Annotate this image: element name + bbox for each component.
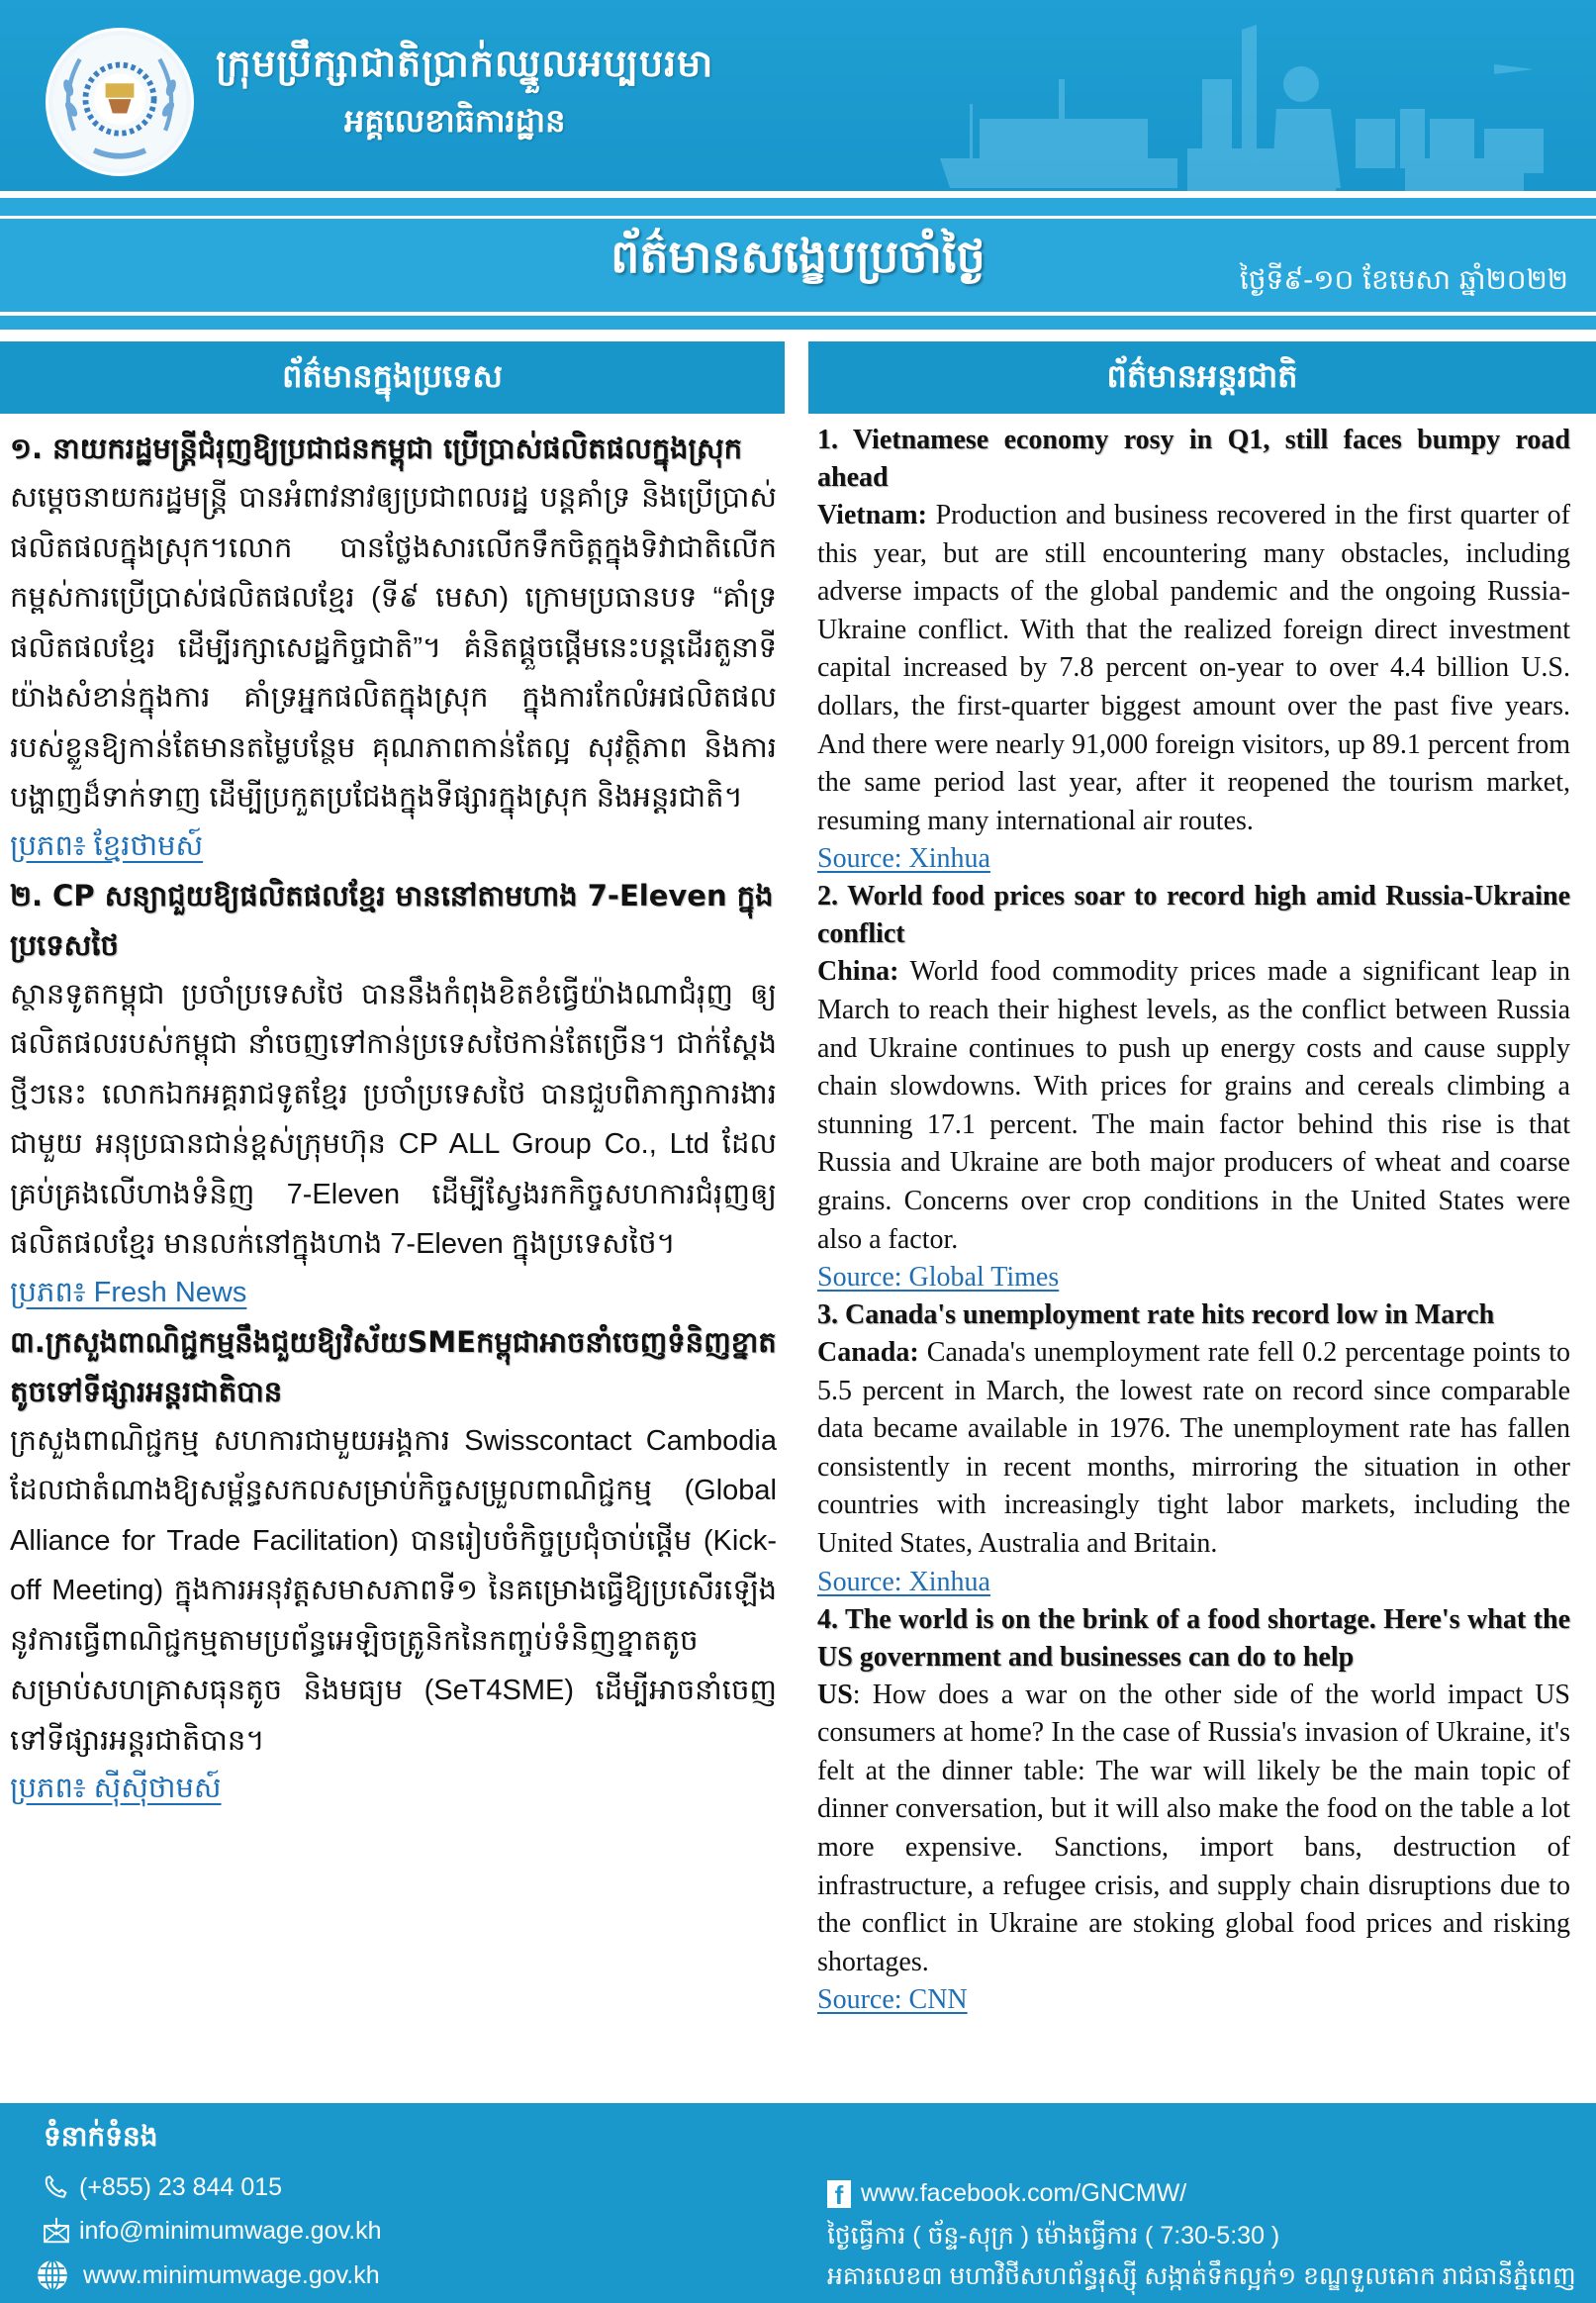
contact-facebook[interactable] bbox=[827, 2179, 1186, 2208]
page-title: ព័ត៌មានសង្ខេបប្រចាំថ្ងៃ bbox=[610, 230, 986, 283]
phone-number: (+855) 23 844 015 bbox=[79, 2172, 283, 2201]
ministry-seal-icon bbox=[48, 31, 191, 173]
news-article bbox=[10, 424, 777, 871]
footer bbox=[0, 2103, 1596, 2303]
article-country: Canada: bbox=[817, 1337, 919, 1369]
decorative-strip bbox=[0, 316, 1596, 330]
article-country: China: bbox=[817, 956, 899, 988]
article-text: World food commodity prices made a significant leap in March to reach their highest levels, as the conflict between Russia and Ukraine continues to push up energy costs and cause supply chain slowdowns. With prices for grains and cereals climbing a stunning 17.1 percent. The main factor behind this rise is that Russia and Ukraine are both major producers of wheat and coarse grains. Concerns over crop conditions in the United States were also a factor. bbox=[817, 956, 1570, 1255]
article-body bbox=[817, 497, 1570, 840]
news-article bbox=[817, 878, 1570, 1296]
header-banner bbox=[0, 0, 1596, 191]
article-title: ៣.ក្រសួងពាណិជ្ជកម្មនឹងជួយឱ្យវិស័យSMEកម្ពុជាអាចនាំចេញទំនិញខ្នាតតូចទៅទីផ្សារអន្តរជាតិបាន bbox=[10, 1324, 777, 1408]
contact-heading: ទំនាក់ទំនង bbox=[44, 2120, 158, 2153]
article-country: US bbox=[817, 1679, 853, 1710]
facebook-icon: f bbox=[827, 2180, 851, 2208]
article-body: ស្ថានទូតកម្ពុជា ប្រចាំប្រទេសថៃ បាននឹងកំពុងខិតខំធ្វើយ៉ាងណាជំរុញ ឲ្យផលិតផលរបស់កម្ពុជា នាំចេញទៅកាន់ប្រទេសថៃកាន់តែច្រើន។ ជាក់ស្តែងថ្មីៗនេះ លោកឯកអគ្គរាជទូតខ្មែរ ប្រចាំប្រទេសថៃ បានជួបពិភាក្សាការងារជាមួយ អនុប្រធានជាន់ខ្ពស់ក្រុមហ៊ុន CP ALL Group Co., Ltd ដែលគ្រប់គ្រងលើហាងទំនិញ 7-Eleven ដើម្បីស្វែងរកកិច្ចសហការជំរុញឲ្យផលិតផលខ្មែរ មានលក់នៅក្នុងហាង 7-Eleven ក្នុងប្រទេសថៃ។ bbox=[10, 978, 777, 1260]
organization-name: ក្រុមប្រឹក្សាជាតិប្រាក់ឈ្នួលអប្បបរមា bbox=[216, 42, 714, 85]
domestic-news-column bbox=[0, 341, 785, 1813]
issue-date: ថ្ងៃទី៩-១០ ខែមេសា ឆ្នាំ២០២២ bbox=[1239, 263, 1568, 296]
section-header-international: ព័ត៌មានអន្តរជាតិ bbox=[808, 341, 1596, 414]
article-source-link[interactable]: Source: Global Times bbox=[817, 1262, 1060, 1294]
article-text: : How does a war on the other side of the world impact US consumers at home? In the case of Russia's invasion of Ukraine, it's felt at the dinner table: The war will likely be the main topic of dinner conversation, but it will also make the food on the table a lot more expensive. Sanctions, import bans, destruction of infrastructure, a refugee crisis, and supply chain disruptions due to the conflict in Ukraine are stoking global food prices and risking shortages. bbox=[817, 1679, 1570, 1977]
article-body bbox=[817, 1334, 1570, 1564]
article-title: 4. The world is on the brink of a food shortage. Here's what the US government and businesses can do to help bbox=[817, 1603, 1570, 1673]
news-article bbox=[10, 1317, 777, 1814]
facebook-url: www.facebook.com/GNCMW/ bbox=[861, 2179, 1187, 2207]
ministry-seal-logo bbox=[46, 28, 194, 176]
article-body: ក្រសួងពាណិជ្ជកម្ម សហការជាមួយអង្គការ Swisscontact Cambodia ដែលជាតំណាងឱ្យសម្ព័ន្ធសកលសម្រាប់កិច្ចសម្រួលពាណិជ្ជកម្ម (Global Alliance for Trade Facilitation) បានរៀបចំកិច្ចប្រជុំចាប់ផ្តើម (Kick-off Meeting) ក្នុងការអនុវត្តសមាសភាពទី១ នៃគម្រោងធ្វើឱ្យប្រសើរឡើងនូវការធ្វើពាណិជ្ជកម្មតាមប្រព័ន្ធអេឡិចត្រូនិកនៃកញ្ចប់ទំនិញខ្នាតតូចសម្រាប់សហគ្រាសធុនតូច និងមធ្យម (SeT4SME) ដើម្បីអាចនាំចេញទៅទីផ្សារអន្តរជាតិបាន។ bbox=[10, 1424, 777, 1757]
phone-icon bbox=[42, 2172, 71, 2202]
article-body bbox=[817, 953, 1570, 1259]
mail-icon bbox=[42, 2216, 71, 2246]
article-title: 1. Vietnamese economy rosy in Q1, still faces bumpy road ahead bbox=[817, 425, 1570, 493]
article-source-link[interactable]: Source: Xinhua bbox=[817, 1566, 990, 1597]
article-source-link[interactable]: Source: Xinhua bbox=[817, 843, 990, 875]
news-article bbox=[10, 871, 777, 1317]
article-source-link[interactable]: ប្រភព៖ ខ្មែរថាមស៍ bbox=[10, 829, 204, 862]
article-source-link[interactable]: ប្រភព៖ ស៊ីស៊ីថាមស៍ bbox=[10, 1773, 222, 1804]
skyline-illustration bbox=[851, 10, 1596, 191]
news-article bbox=[817, 1296, 1570, 1601]
article-body bbox=[817, 1677, 1570, 1982]
article-body: សម្តេចនាយករដ្ឋមន្ត្រី បានអំពាវនាវឲ្យប្រជាពលរដ្ឋ បន្តគាំទ្រ និងប្រើប្រាស់ផលិតផលក្នុងស្រុក។លោក បានថ្លែងសារលើកទឹកចិត្តក្នុងទិវាជាតិលើកកម្ពស់ការប្រើប្រាស់ផលិតផលខ្មែរ (ទី៩ មេសា) ក្រោមប្រធានបទ “គាំទ្រផលិតផលខ្មែរ ដើម្បីរក្សាសេដ្ឋកិច្ចជាតិ”។ គំនិតផ្តួចផ្តើមនេះបន្តដើរតួនាទីយ៉ាងសំខាន់ក្នុងការ គាំទ្រអ្នកផលិតក្នុងស្រុក ក្នុងការកែលំអផលិតផលរបស់ខ្លួនឱ្យកាន់តែមានតម្លៃបន្ថែម គុណភាពកាន់តែល្អ សុវត្ថិភាព និងការបង្ហាញដ៏ទាក់ទាញ ដើម្បីប្រកួតប្រជែងក្នុងទីផ្សារក្នុងស្រុក និងអន្តរជាតិ។ bbox=[10, 482, 777, 814]
article-text: Production and business recovered in the first quarter of this year, but are still encountering many obstacles, including adverse impacts of the global pandemic and the ongoing Russia-Ukraine conflict. With that the realized foreign direct investment capital increased by 7.8 percent on-year to over 4.4 billion U.S. dollars, the first-quarter biggest amount over the past five years. And there were nearly 91,000 foreign visitors, up 89.1 percent from the same period last year, after it reopened the tourism market, resuming many international air routes. bbox=[817, 500, 1570, 836]
contact-email[interactable] bbox=[42, 2216, 382, 2246]
article-country: Vietnam: bbox=[817, 500, 927, 530]
article-text: Canada's unemployment rate fell 0.2 percentage points to 5.5 percent in March, the lowest rate on record since comparable data became available in 1976. The unemployment rate has fallen consistently in recent months, mirroring the situation in other countries with increasingly tight labor markets, including the United States, Australia and Britain. bbox=[817, 1337, 1570, 1560]
section-header-domestic: ព័ត៌មានក្នុងប្រទេស bbox=[0, 341, 785, 414]
organization-department: អគ្គលេខាធិការដ្ឋាន bbox=[344, 102, 566, 140]
decorative-strip bbox=[0, 198, 1596, 216]
article-source-link[interactable]: ប្រភព៖ Fresh News bbox=[10, 1276, 247, 1308]
title-band bbox=[0, 219, 1596, 312]
office-address: អគារលេខ៣ មហាវិថីសហព័ន្ធរុស្ស៊ី សង្កាត់ទឹកល្អក់១ ខណ្ឌទួលគោក រាជធានីភ្នំពេញ bbox=[827, 2262, 1576, 2290]
article-title: ១. នាយករដ្ឋមន្ត្រីជំរុញឱ្យប្រជាជនកម្ពុជា ប្រើប្រាស់ផលិតផលក្នុងស្រុក bbox=[10, 432, 743, 465]
article-title: 2. World food prices soar to record high amid Russia-Ukraine conflict bbox=[817, 881, 1570, 950]
international-news-column bbox=[808, 341, 1596, 2019]
news-article bbox=[817, 422, 1570, 878]
contact-website[interactable] bbox=[36, 2258, 380, 2292]
article-source-link[interactable]: Source: CNN bbox=[817, 1984, 968, 2016]
office-hours: ថ្ងៃធ្វើការ ( ច័ន្ទ-សុក្រ ) ម៉ោងធ្វើការ ( 7:30-5:30 ) bbox=[827, 2222, 1280, 2250]
contact-phone[interactable] bbox=[42, 2172, 282, 2202]
website-url: www.minimumwage.gov.kh bbox=[83, 2260, 380, 2289]
article-title: 3. Canada's unemployment rate hits record low in March bbox=[817, 1299, 1495, 1331]
globe-icon bbox=[36, 2258, 69, 2292]
news-article bbox=[817, 1601, 1570, 2020]
email-address: info@minimumwage.gov.kh bbox=[79, 2216, 382, 2245]
article-title: ២. CP សន្យាជួយឱ្យផលិតផលខ្មែរ មាននៅតាមហាង 7-Eleven ក្នុងប្រទេសថៃ bbox=[10, 878, 774, 962]
